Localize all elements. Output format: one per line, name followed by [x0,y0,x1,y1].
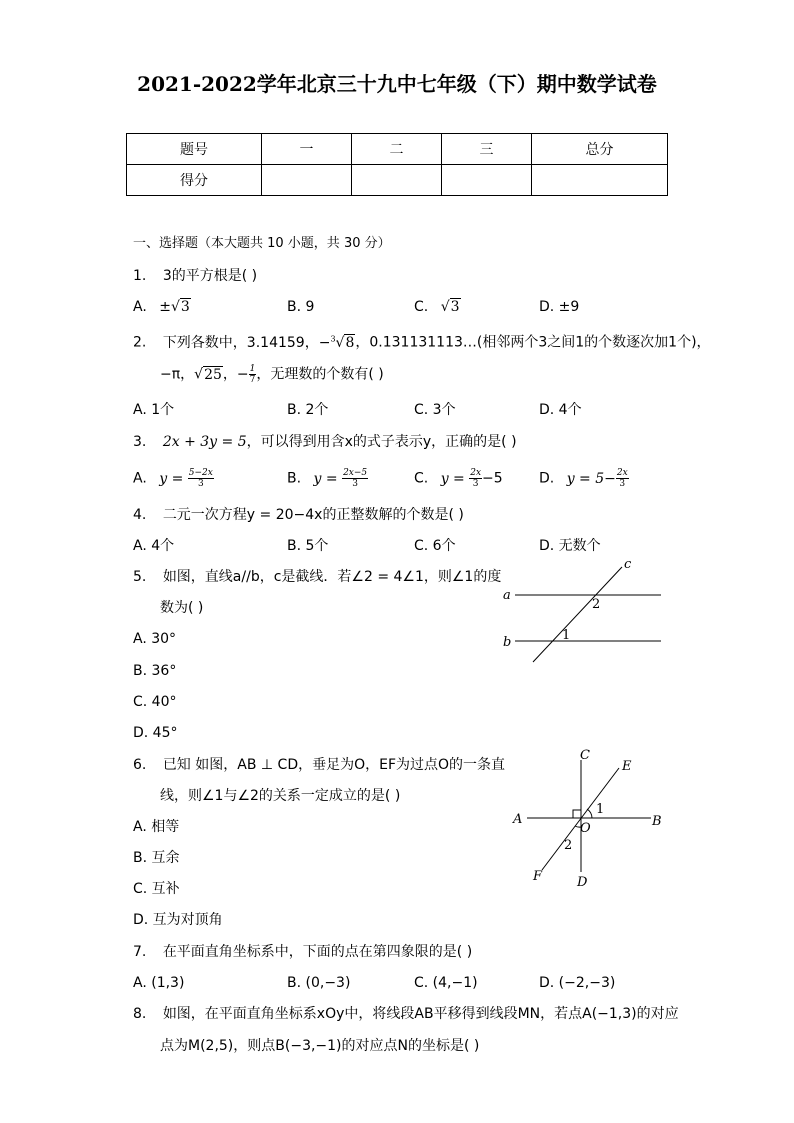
question-8 [133,1004,679,1024]
q4-option-d[interactable]: D. 无数个 [539,538,601,554]
question-1 [133,266,257,286]
option-text: −5 [482,470,503,487]
question-number: 3. [133,434,147,450]
label-a-point: A [513,812,523,827]
q5-option-a[interactable]: A. 30° [133,631,177,647]
option-label: A. [133,470,147,487]
q2-option-b[interactable]: B. 2个 [287,402,329,418]
fraction: $\frac{2x}{3}$ [470,468,482,489]
question-number: 4. [133,507,147,523]
label-a: a [503,588,511,603]
q5-option-b[interactable]: B. 36° [133,663,177,679]
angle-label-1: 1 [562,628,571,643]
cube-root-symbol: $^3$√8 [330,334,355,351]
question-7 [133,942,472,962]
option-label: D. [539,470,555,487]
question-number: 6. [133,757,147,773]
section-heading: 一、选择题（本大题共 10 小题，共 30 分） [133,236,391,251]
question-stem: 如图，直线a//b，c是截线．若∠2 = 4∠1，则∠1的度 [162,569,502,585]
fraction: $\frac{2x}{3}$ [616,468,628,489]
score-input-cell[interactable] [442,165,532,196]
label-f-point: F [533,869,543,884]
q2-option-a[interactable]: A. 1个 [133,402,175,418]
score-table-cell: 一 [262,134,352,165]
q7-option-a[interactable]: A. (1,3) [133,975,185,991]
exam-title: 2021-2022学年北京三十九中七年级（下）期中数学试卷 [137,72,657,96]
label-c: c [624,557,632,572]
score-input-cell[interactable] [352,165,442,196]
question-number: 5. [133,569,147,585]
q1-option-c[interactable] [414,297,461,317]
q3-option-a[interactable] [133,468,214,489]
question-stem: ，0.131131113…(相邻两个3之间1的个数逐次加1个)， [355,334,711,351]
sqrt-symbol: √3 [170,299,190,315]
score-input-cell[interactable] [532,165,668,196]
angle-arc-1 [587,809,592,818]
q6-option-b[interactable]: B. 互余 [133,850,180,866]
q3-option-b[interactable] [287,468,368,489]
question-number: 7. [133,944,147,960]
q6-option-d[interactable]: D. 互为对顶角 [133,912,223,928]
question-stem: −π， [160,366,195,383]
q3-option-d[interactable] [539,468,629,489]
score-table-cell: 总分 [532,134,668,165]
q7-option-c[interactable]: C. (4,−1) [414,975,478,991]
label-d-point: D [577,875,588,890]
q4-option-b[interactable]: B. 5个 [287,538,329,554]
q3-option-c[interactable] [414,468,503,489]
question-6-line-2: 线，则∠1与∠2的关系一定成立的是( ) [160,788,401,804]
q1-option-a[interactable] [133,297,191,317]
q1-option-b[interactable]: B. 9 [287,299,315,315]
q7-option-b[interactable]: B. (0,−3) [287,975,351,991]
option-text: ± [159,299,171,315]
score-table-cell: 题号 [127,134,262,165]
score-table-score-row [127,165,668,196]
question-8-line-2: 点为M(2,5)，则点B(−3,−1)的对应点N的坐标是( ) [160,1038,480,1054]
right-angle-mark [573,810,581,818]
question-stem: ，可以得到用含x的式子表示y，正确的是( ) [246,434,517,450]
score-table-cell: 得分 [127,165,262,196]
question-3 [133,432,517,452]
angle-label-2: 2 [592,597,601,612]
score-input-cell[interactable] [262,165,352,196]
question-2 [133,329,711,353]
option-text: y = 5− [566,470,616,487]
question-5-line-2: 数为( ) [160,600,204,616]
option-text: y = [440,470,465,487]
option-text: y = [159,470,184,487]
question-stem: ，− [222,366,249,383]
question-number: 2. [133,334,147,351]
question-4 [133,505,464,525]
score-table-cell: 二 [352,134,442,165]
option-label: B. [287,470,302,487]
score-table [126,133,668,196]
question-5 [133,567,501,587]
q7-option-d[interactable]: D. (−2,−3) [539,975,616,991]
q6-option-a[interactable]: A. 相等 [133,819,180,835]
option-text: y = [313,470,338,487]
option-label: C. [414,299,429,315]
fraction: $\frac{5-2x}{3}$ [188,468,213,489]
question-6 [133,755,505,775]
question-stem: ，无理数的个数有( ) [256,366,384,383]
q5-figure [495,555,670,670]
fraction: $\frac{1}{7}$ [249,364,256,385]
angle-label-2: 2 [564,838,573,853]
q6-option-c[interactable]: C. 互补 [133,881,180,897]
sqrt-symbol: √3 [440,299,460,315]
q2-option-c[interactable]: C. 3个 [414,402,456,418]
q5-option-c[interactable]: C. 40° [133,694,177,710]
question-number: 1. [133,268,147,284]
angle-label-1: 1 [596,802,605,817]
q5-option-d[interactable]: D. 45° [133,725,178,741]
question-stem: 二元一次方程y = 20−4x的正整数解的个数是( ) [162,507,464,523]
question-stem: 3的平方根是( ) [162,268,258,284]
q6-figure [505,742,675,892]
label-e-point: E [622,759,632,774]
option-label: A. [133,299,147,315]
score-table-header-row [127,134,668,165]
label-b: b [503,635,512,650]
fraction: $\frac{2x-5}{3}$ [343,468,368,489]
line-c [533,567,622,662]
q4-option-a[interactable]: A. 4个 [133,538,175,554]
sqrt-symbol: √25 [194,366,222,383]
option-label: C. [414,470,429,487]
equation: 2x + 3y = 5 [162,434,247,450]
label-o-point: O [580,821,591,836]
question-stem: 下列各数中，3.14159，− [162,334,331,351]
question-number: 8. [133,1006,147,1022]
label-b-point: B [652,814,662,829]
q4-option-c[interactable]: C. 6个 [414,538,456,554]
question-2-line-2 [160,364,384,385]
question-stem: 已知 如图，AB ⊥ CD，垂足为O，EF为过点O的一条直 [162,757,506,773]
label-c-point: C [580,748,590,763]
q1-option-d[interactable]: D. ±9 [539,299,580,315]
question-stem: 如图，在平面直角坐标系xOy中，将线段AB平移得到线段MN，若点A(−1,3)的对应 [162,1006,679,1022]
score-table-cell: 三 [442,134,532,165]
question-stem: 在平面直角坐标系中，下面的点在第四象限的是( ) [162,944,473,960]
q2-option-d[interactable]: D. 4个 [539,402,582,418]
